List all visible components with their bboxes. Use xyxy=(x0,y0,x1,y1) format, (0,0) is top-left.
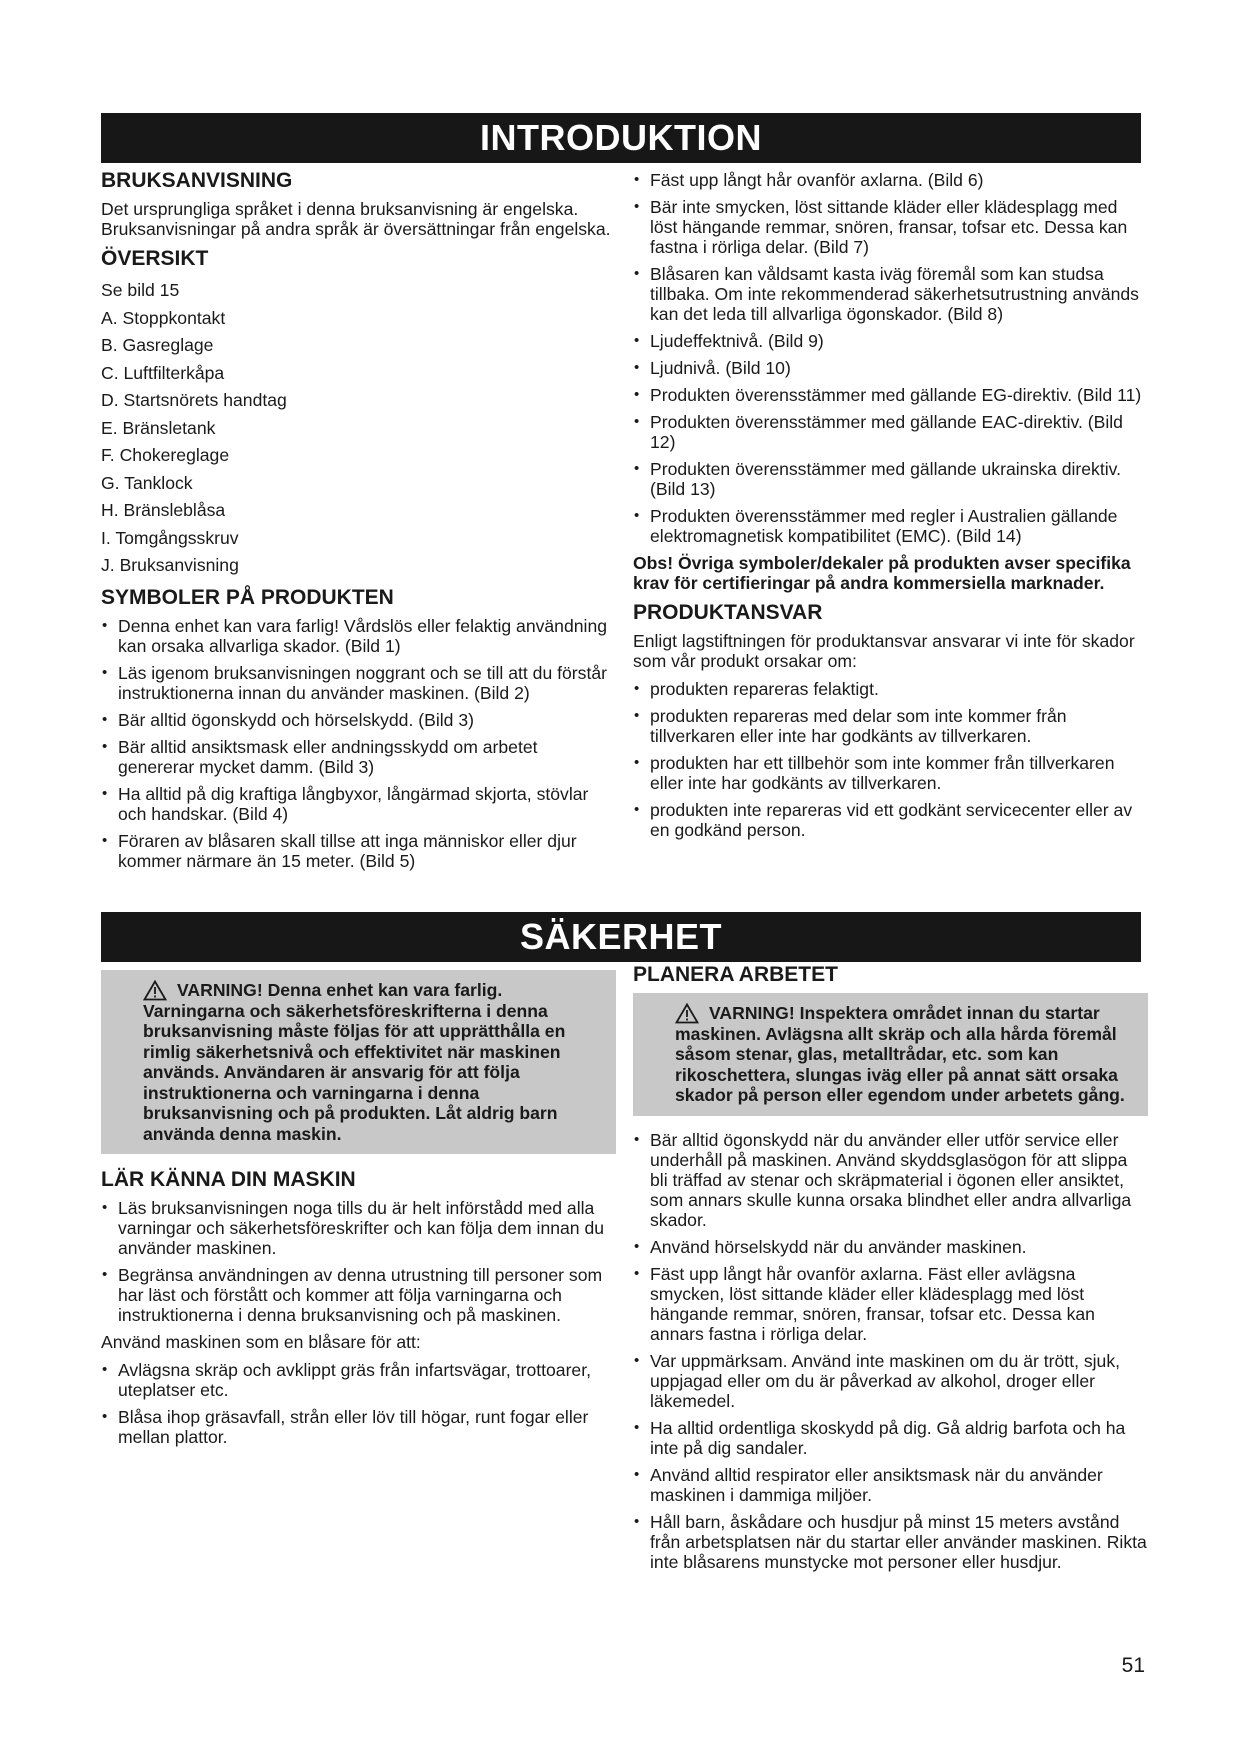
oversikt-heading: ÖVERSIKT xyxy=(101,247,209,270)
warning-text-right: VARNING! Inspektera området innan du startar maskinen. Avlägsna allt skräp och alla hårda föremål såsom stenar, glas, metalltrådar, etc. som kan rikoschettera, slungas iväg eller på annat sätt orsaka skador på person eller egendom under arbetets gång. xyxy=(675,1003,1125,1105)
list-item: • Blåsa ihop gräsavfall, strån eller löv till högar, runt fogar eller mellan plattor. xyxy=(101,1407,616,1447)
list-item: • Ljudeffektnivå. (Bild 9) xyxy=(633,331,1148,351)
parts-list xyxy=(101,277,616,580)
warning-text-left: VARNING! Denna enhet kan vara farlig. Varningarna och säkerhetsföreskrifterna i denna bruksanvisning måste följas för att upprätthålla en rimlig säkerhetsnivå och effektivitet när maskinen används. Användaren är ansvarig för att följa instruktionerna och varningarna i denna bruksanvisning och på produkten. Låt aldrig barn använda denna maskin. xyxy=(143,980,566,1144)
list-item: • Bär alltid ögonskydd när du använder eller utför service eller underhåll på maskinen. Använd skyddsglasögon för att slippa bli träffad av stenar och skräpmaterial i ögonen eller ansiktet, som annars skulle kunna orsaka blindhet eller andra allvarliga skador. xyxy=(633,1130,1148,1230)
planera-heading: PLANERA ARBETET xyxy=(633,963,838,986)
warning-box-right xyxy=(633,993,1148,1116)
list-item: • Avlägsna skräp och avklippt gräs från infartsvägar, trottoarer, uteplatser etc. xyxy=(101,1360,616,1400)
list-item: • Produkten överensstämmer med gällande EAC-direktiv. (Bild 12) xyxy=(633,412,1148,452)
list-item: • Ljudnivå. (Bild 10) xyxy=(633,358,1148,378)
anvand-text: Använd maskinen som en blåsare för att: xyxy=(101,1332,421,1352)
obs-note: Obs! Övriga symboler/dekaler på produkten avser specifika krav för certifieringar på andra kommersiella marknader. xyxy=(633,553,1131,593)
intro-banner: INTRODUKTION xyxy=(101,113,1141,163)
list-item: • Ha alltid på dig kraftiga långbyxor, långärmad skjorta, stövlar och handskar. (Bild 4) xyxy=(101,784,616,824)
warning-triangle-icon xyxy=(675,1003,699,1024)
list-item: G. Tanklock xyxy=(101,472,193,493)
intro-right-column xyxy=(633,170,1148,847)
list-item: • Produkten överensstämmer med gällande ukrainska direktiv. (Bild 13) xyxy=(633,459,1148,499)
page-number: 51 xyxy=(1121,1654,1145,1677)
list-item: • Håll barn, åskådare och husdjur på minst 15 meters avstånd från arbetsplatsen när du startar eller använder maskinen. Rikta inte blåsarens munstycke mot personer eller husdjur. xyxy=(633,1512,1148,1572)
list-item: • produkten repareras med delar som inte kommer från tillverkaren eller inte har godkänts av tillverkaren. xyxy=(633,706,1148,746)
list-item: • Fäst upp långt hår ovanför axlarna. Fäst eller avlägsna smycken, löst sittande kläder eller klädesplagg med löst hängande remmar, snören, fransar, tofsar etc. Dessa kan annars fastna i rörliga delar. xyxy=(633,1264,1148,1344)
list-item: C. Luftfilterkåpa xyxy=(101,362,225,383)
list-item: B. Gasreglage xyxy=(101,335,214,355)
planera-list xyxy=(633,1130,1148,1572)
list-item: • Denna enhet kan vara farlig! Vårdslös eller felaktig användning kan orsaka allvarliga skador. (Bild 1) xyxy=(101,616,616,656)
safety-right-column xyxy=(633,963,1148,1579)
list-item: • Använd hörselskydd när du använder maskinen. xyxy=(633,1237,1148,1257)
list-item: A. Stoppkontakt xyxy=(101,307,226,328)
list-item: • Läs igenom bruksanvisningen noggrant och se till att du förstår instruktionerna innan du använder maskinen. (Bild 2) xyxy=(101,663,616,703)
bruksanvisning-text: Det ursprungliga språket i denna bruksanvisning är engelska. Bruksanvisningar på andra språk är översättningar från engelska. xyxy=(101,199,611,239)
produktansvar-heading: PRODUKTANSVAR xyxy=(633,601,823,624)
list-item: • Fäst upp långt hår ovanför axlarna. (Bild 6) xyxy=(633,170,1148,190)
list-item: • Läs bruksanvisningen noga tills du är helt införstådd med alla varningar och säkerhetsföreskrifter och kan följa dem innan du använder maskinen. xyxy=(101,1198,616,1258)
list-item: J. Bruksanvisning xyxy=(101,555,239,575)
safety-banner: SÄKERHET xyxy=(101,912,1141,962)
list-item: • Produkten överensstämmer med regler i Australien gällande elektromagnetisk kompatibilitet (EMC). (Bild 14) xyxy=(633,506,1148,546)
list-item: • Ha alltid ordentliga skoskydd på dig. Gå aldrig barfota och ha inte på dig sandaler. xyxy=(633,1418,1148,1458)
list-item: H. Bränsleblåsa xyxy=(101,500,226,520)
oversikt-sub: Se bild 15 xyxy=(101,280,180,300)
list-item: • produkten inte repareras vid ett godkänt servicecenter eller av en godkänd person. xyxy=(633,800,1148,840)
symbol-list-left xyxy=(101,616,616,871)
warning-triangle-icon xyxy=(143,980,167,1001)
bruksanvisning-heading: BRUKSANVISNING xyxy=(101,169,293,192)
intro-left-column xyxy=(101,169,616,878)
list-item: • Föraren av blåsaren skall tillse att inga människor eller djur kommer närmare än 15 meter. (Bild 5) xyxy=(101,831,616,871)
symboler-heading: SYMBOLER PÅ PRODUKTEN xyxy=(101,585,394,609)
anvand-list xyxy=(101,1360,616,1447)
list-item: • Produkten överensstämmer med gällande EG-direktiv. (Bild 11) xyxy=(633,385,1148,405)
lar-kanna-heading: LÄR KÄNNA DIN MASKIN xyxy=(101,1168,356,1191)
list-item: E. Bränsletank xyxy=(101,417,216,438)
list-item: • Blåsaren kan våldsamt kasta iväg föremål som kan studsa tillbaka. Om inte rekommenderad säkerhetsutrustning används kan det leda till allvarliga ögonskador. (Bild 8) xyxy=(633,264,1148,324)
safety-left-column xyxy=(101,970,616,1454)
list-item: • produkten har ett tillbehör som inte kommer från tillverkaren eller inte har godkänts av tillverkaren. xyxy=(633,753,1148,793)
list-item: • Bär inte smycken, löst sittande kläder eller klädesplagg med löst hängande remmar, snören, fransar, tofsar etc. Dessa kan fastna i rörliga delar. (Bild 7) xyxy=(633,197,1148,257)
list-item: • Bär alltid ansiktsmask eller andningsskydd om arbetet genererar mycket damm. (Bild 3) xyxy=(101,737,616,777)
list-item: • Bär alltid ögonskydd och hörselskydd. (Bild 3) xyxy=(101,710,616,730)
list-item: D. Startsnörets handtag xyxy=(101,390,287,410)
list-item: F. Chokereglage xyxy=(101,445,230,465)
produktansvar-list xyxy=(633,679,1148,840)
list-item: • Använd alltid respirator eller ansiktsmask när du använder maskinen i dammiga miljöer. xyxy=(633,1465,1148,1505)
list-item: • produkten repareras felaktigt. xyxy=(633,679,1148,699)
produktansvar-text: Enligt lagstiftningen för produktansvar ansvarar vi inte för skador som vår produkt orsakar om: xyxy=(633,631,1135,671)
list-item: • Begränsa användningen av denna utrustning till personer som har läst och förstått och kommer att följa varningarna och instruktionerna i denna bruksanvisning och på maskinen. xyxy=(101,1265,616,1325)
warning-box-left xyxy=(101,970,616,1154)
list-item: I. Tomgångsskruv xyxy=(101,527,239,548)
symbol-list-right xyxy=(633,170,1148,546)
lar-kanna-list xyxy=(101,1198,616,1325)
list-item: • Var uppmärksam. Använd inte maskinen om du är trött, sjuk, uppjagad eller om du är påverkad av alkohol, droger eller läkemedel. xyxy=(633,1351,1148,1411)
